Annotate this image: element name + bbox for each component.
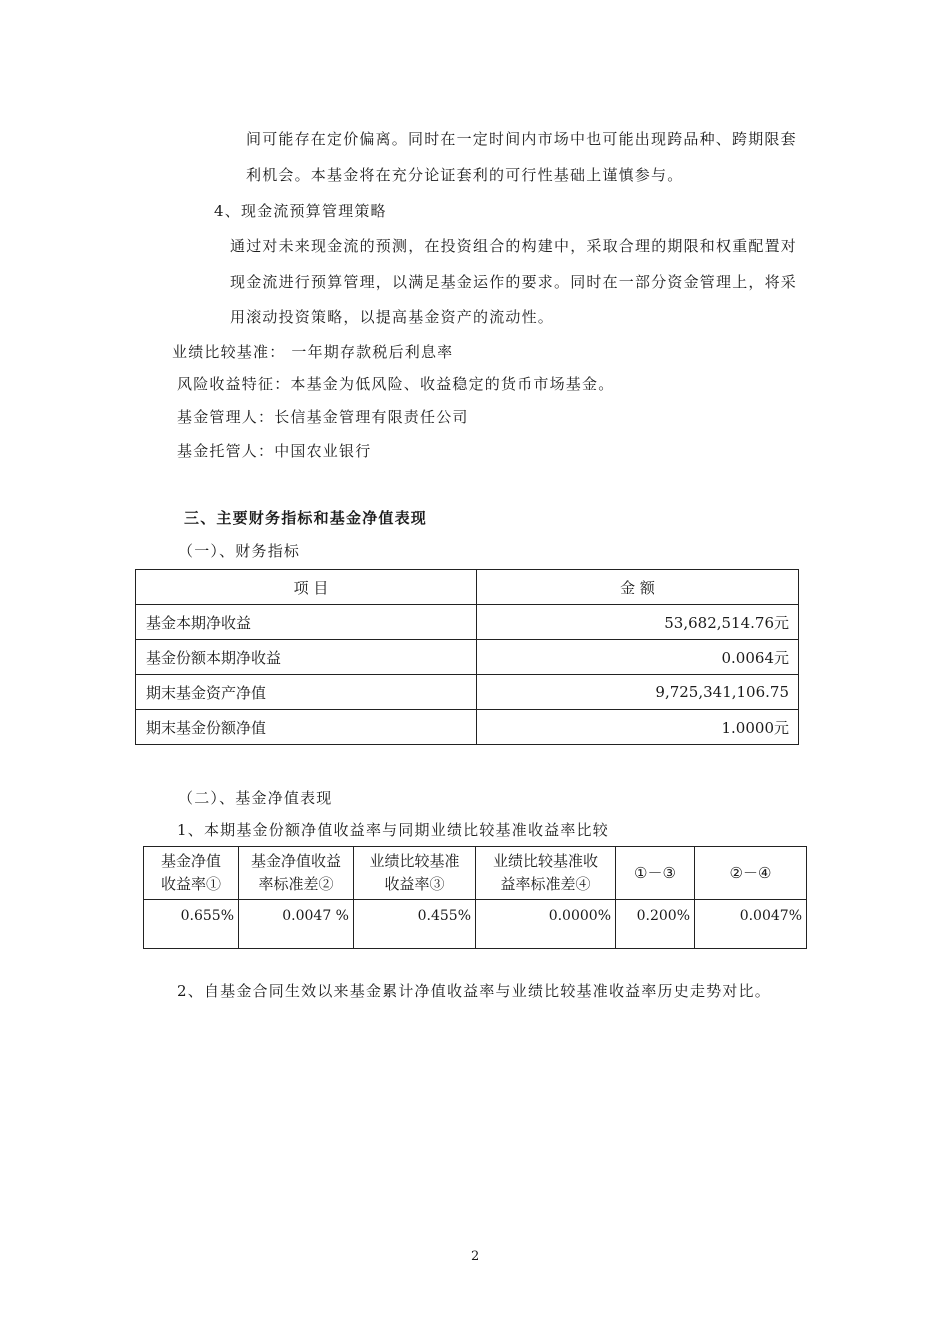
header-text: ②－④ xyxy=(729,863,772,882)
value-cell: 0.455% xyxy=(354,900,476,949)
row-value: 53,682,514.76元 xyxy=(477,605,799,640)
header-text: 业绩比较基准 xyxy=(369,852,460,870)
comparison-item-2: 2、自基金合同生效以来基金累计净值收益率与业绩比较基准收益率历史走势对比。 xyxy=(177,982,771,1000)
strategy-line-3: 用滚动投资策略，以提高基金资产的流动性。 xyxy=(230,308,555,326)
comparison-item-1: 1、本期基金份额净值收益率与同期业绩比较基准收益率比较 xyxy=(177,821,609,839)
value-cell: 0.0047 % xyxy=(239,900,354,949)
header-cell xyxy=(144,847,239,900)
manager-line: 基金管理人：长信基金管理有限责任公司 xyxy=(177,408,469,426)
header-cell xyxy=(354,847,476,900)
financial-indicators-heading: （一）、财务指标 xyxy=(178,542,301,560)
row-label: 期末基金资产净值 xyxy=(136,675,477,710)
risk-line: 风险收益特征：本基金为低风险、收益稳定的货币市场基金。 xyxy=(177,375,615,393)
strategy-line-2: 现金流进行预算管理，以满足基金运作的要求。同时在一部分资金管理上，将采 xyxy=(230,273,798,291)
header-text: 率标准差② xyxy=(258,875,334,893)
header-text: 基金净值 xyxy=(160,852,221,870)
header-text: 基金净值收益 xyxy=(250,852,341,870)
value-cell: 0.655% xyxy=(144,900,239,949)
custodian-line: 基金托管人：中国农业银行 xyxy=(177,442,372,460)
row-value: 9,725,341,106.75 xyxy=(477,675,799,710)
financial-indicators-table xyxy=(135,569,799,745)
header-cell xyxy=(616,847,695,900)
value-cell: 0.0000% xyxy=(476,900,616,949)
row-label: 基金本期净收益 xyxy=(136,605,477,640)
benchmark-line: 业绩比较基准： 一年期存款税后利息率 xyxy=(172,343,454,361)
row-label: 基金份额本期净收益 xyxy=(136,640,477,675)
header-text: 业绩比较基准收 xyxy=(492,852,598,870)
row-label: 期末基金份额净值 xyxy=(136,710,477,745)
header-item: 项 目 xyxy=(136,570,477,605)
table-row xyxy=(144,900,807,949)
value-cell: 0.200% xyxy=(616,900,695,949)
header-text: 收益率③ xyxy=(384,875,445,893)
table-row xyxy=(136,675,799,710)
table-header-row xyxy=(144,847,807,900)
nav-performance-heading: （二）、基金净值表现 xyxy=(178,789,333,807)
header-cell xyxy=(239,847,354,900)
row-value: 1.0000元 xyxy=(477,710,799,745)
strategy-line-1: 通过对未来现金流的预测，在投资组合的构建中，采取合理的期限和权重配置对 xyxy=(230,237,798,255)
table-row xyxy=(136,710,799,745)
section3-title: 三、主要财务指标和基金净值表现 xyxy=(184,509,428,527)
header-text: ①－③ xyxy=(634,863,676,882)
table-header-row xyxy=(136,570,799,605)
intro-line-1: 间可能存在定价偏离。同时在一定时间内市场中也可能出现跨品种、跨期限套 xyxy=(246,130,797,148)
header-text: 收益率① xyxy=(160,875,221,893)
row-value: 0.0064元 xyxy=(477,640,799,675)
performance-comparison-table xyxy=(143,846,807,949)
intro-line-2: 利机会。本基金将在充分论证套利的可行性基础上谨慎参与。 xyxy=(246,166,684,184)
header-cell xyxy=(695,847,807,900)
header-cell xyxy=(476,847,616,900)
value-cell: 0.0047% xyxy=(695,900,807,949)
header-amount: 金 额 xyxy=(477,570,799,605)
page-number: 2 xyxy=(471,1249,481,1264)
table-row xyxy=(136,640,799,675)
header-text: 益率标准差④ xyxy=(500,875,591,893)
table-row xyxy=(136,605,799,640)
strategy-title: 4、现金流预算管理策略 xyxy=(214,202,387,220)
